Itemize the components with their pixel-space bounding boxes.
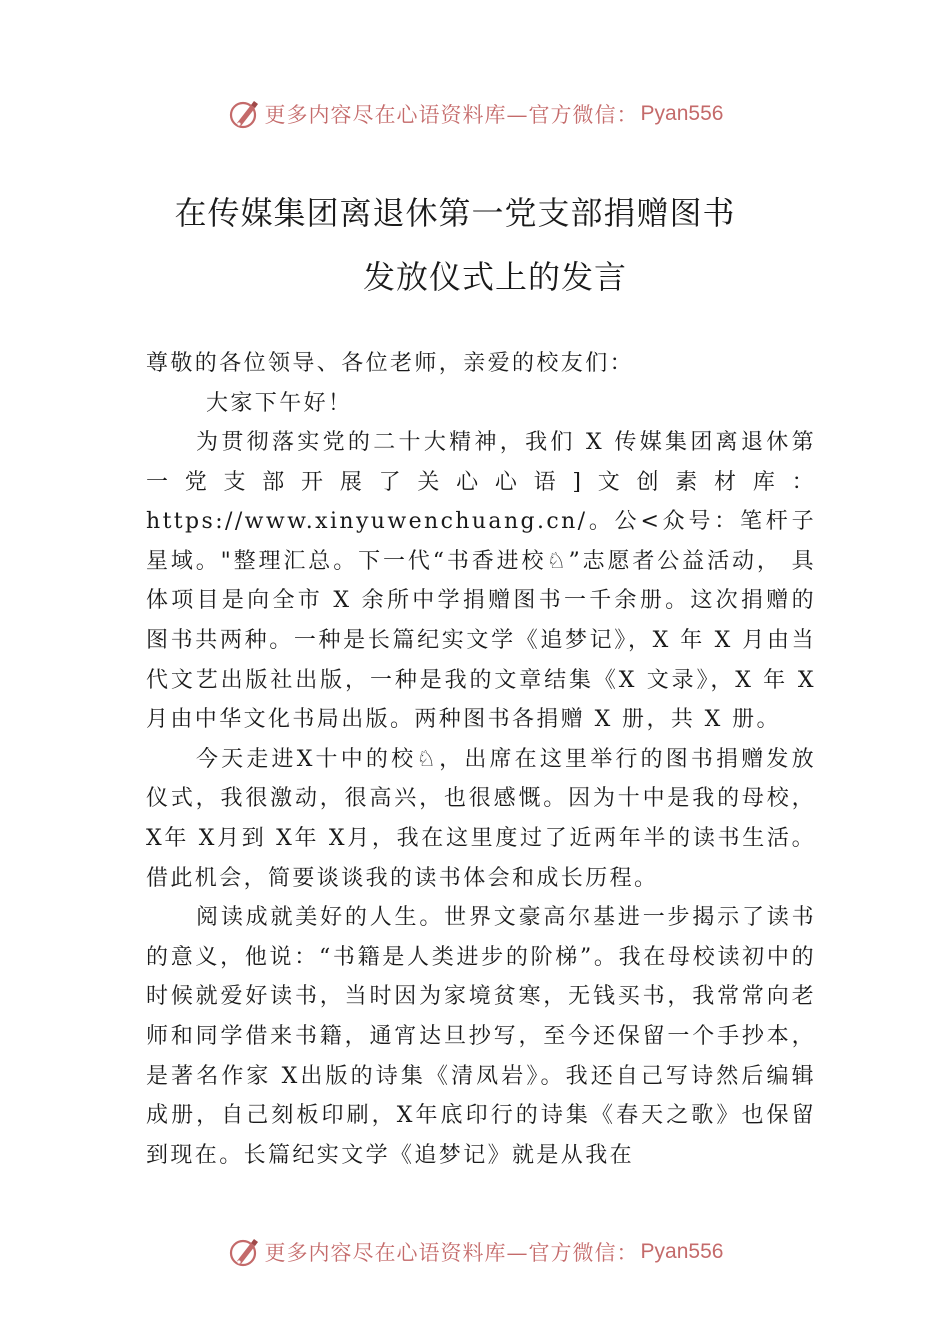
banner-text: 更多内容尽在心语资料库—官方微信：	[264, 103, 639, 127]
salutation-text: 尊敬的各位领导、各位老师，亲爱的校友们：	[146, 351, 635, 376]
paragraph: 阅读成就美好的人生。世界文豪高尔基进一步揭示了读书的意义，他说：“书籍是人类进步的阶梯”。我在母校读初中的时候就爱好读书，当时因为家境贫寒，无钱买书，我常常向老师和同学借来书籍，通宵达旦抄写，至今还保留一个手抄本，是著名作家 X出版的诗集《清凤岩》。我还自己写诗然后编辑成册，自己刻板印刷，X年底印行的诗集《春天之歌》也保留到现在。长篇纪实文学《追梦记》就是从我在	[146, 905, 816, 1168]
document-title-line1: 在传媒集团离退休第一党支部捐赠图书	[174, 194, 736, 232]
pen-logo-icon	[227, 1235, 261, 1269]
paragraph: 为贯彻落实党的二十大精神，我们 X 传媒集团离退休第一党支部开展了关心心语]文创素材库：https://www.xinyuwenchuang.cn/。公<众号：笔杆子星域。"整理汇总。下一代“书香进校♘”志愿者公益活动， 具体项目是向全市 X 余所中学捐赠图书一千余册。这次捐赠的图书共两种。一种是长篇纪实文学《追梦记》，X 年 X 月由当代文艺出版社出版，一种是我的文章结集《X 文录》，X 年 X 月由中华文化书局出版。两种图书各捐赠 X 册，共 X 册。	[146, 430, 816, 733]
footer-banner	[0, 1232, 950, 1272]
document-title-line2: 发放仪式上的发言	[362, 258, 627, 296]
banner-handle: Pyan556	[640, 1240, 724, 1263]
salutation	[146, 344, 816, 384]
banner-handle: Pyan556	[640, 102, 724, 125]
speech-body	[146, 423, 816, 1175]
paragraph: 今天走进X十中的校♘，出席在这里举行的图书捐赠发放仪式，我很激动，很高兴，也很感慨。因为十中是我的母校，X年 X月到 X年 X月，我在这里度过了近两年半的读书生活。借此机会，简要谈谈我的读书体会和成长历程。	[146, 746, 816, 891]
greeting	[206, 384, 876, 424]
header-banner	[0, 94, 950, 134]
greeting-text: 大家下午好！	[206, 391, 353, 416]
banner-text: 更多内容尽在心语资料库—官方微信：	[264, 1241, 639, 1265]
pen-logo-icon	[227, 97, 261, 131]
